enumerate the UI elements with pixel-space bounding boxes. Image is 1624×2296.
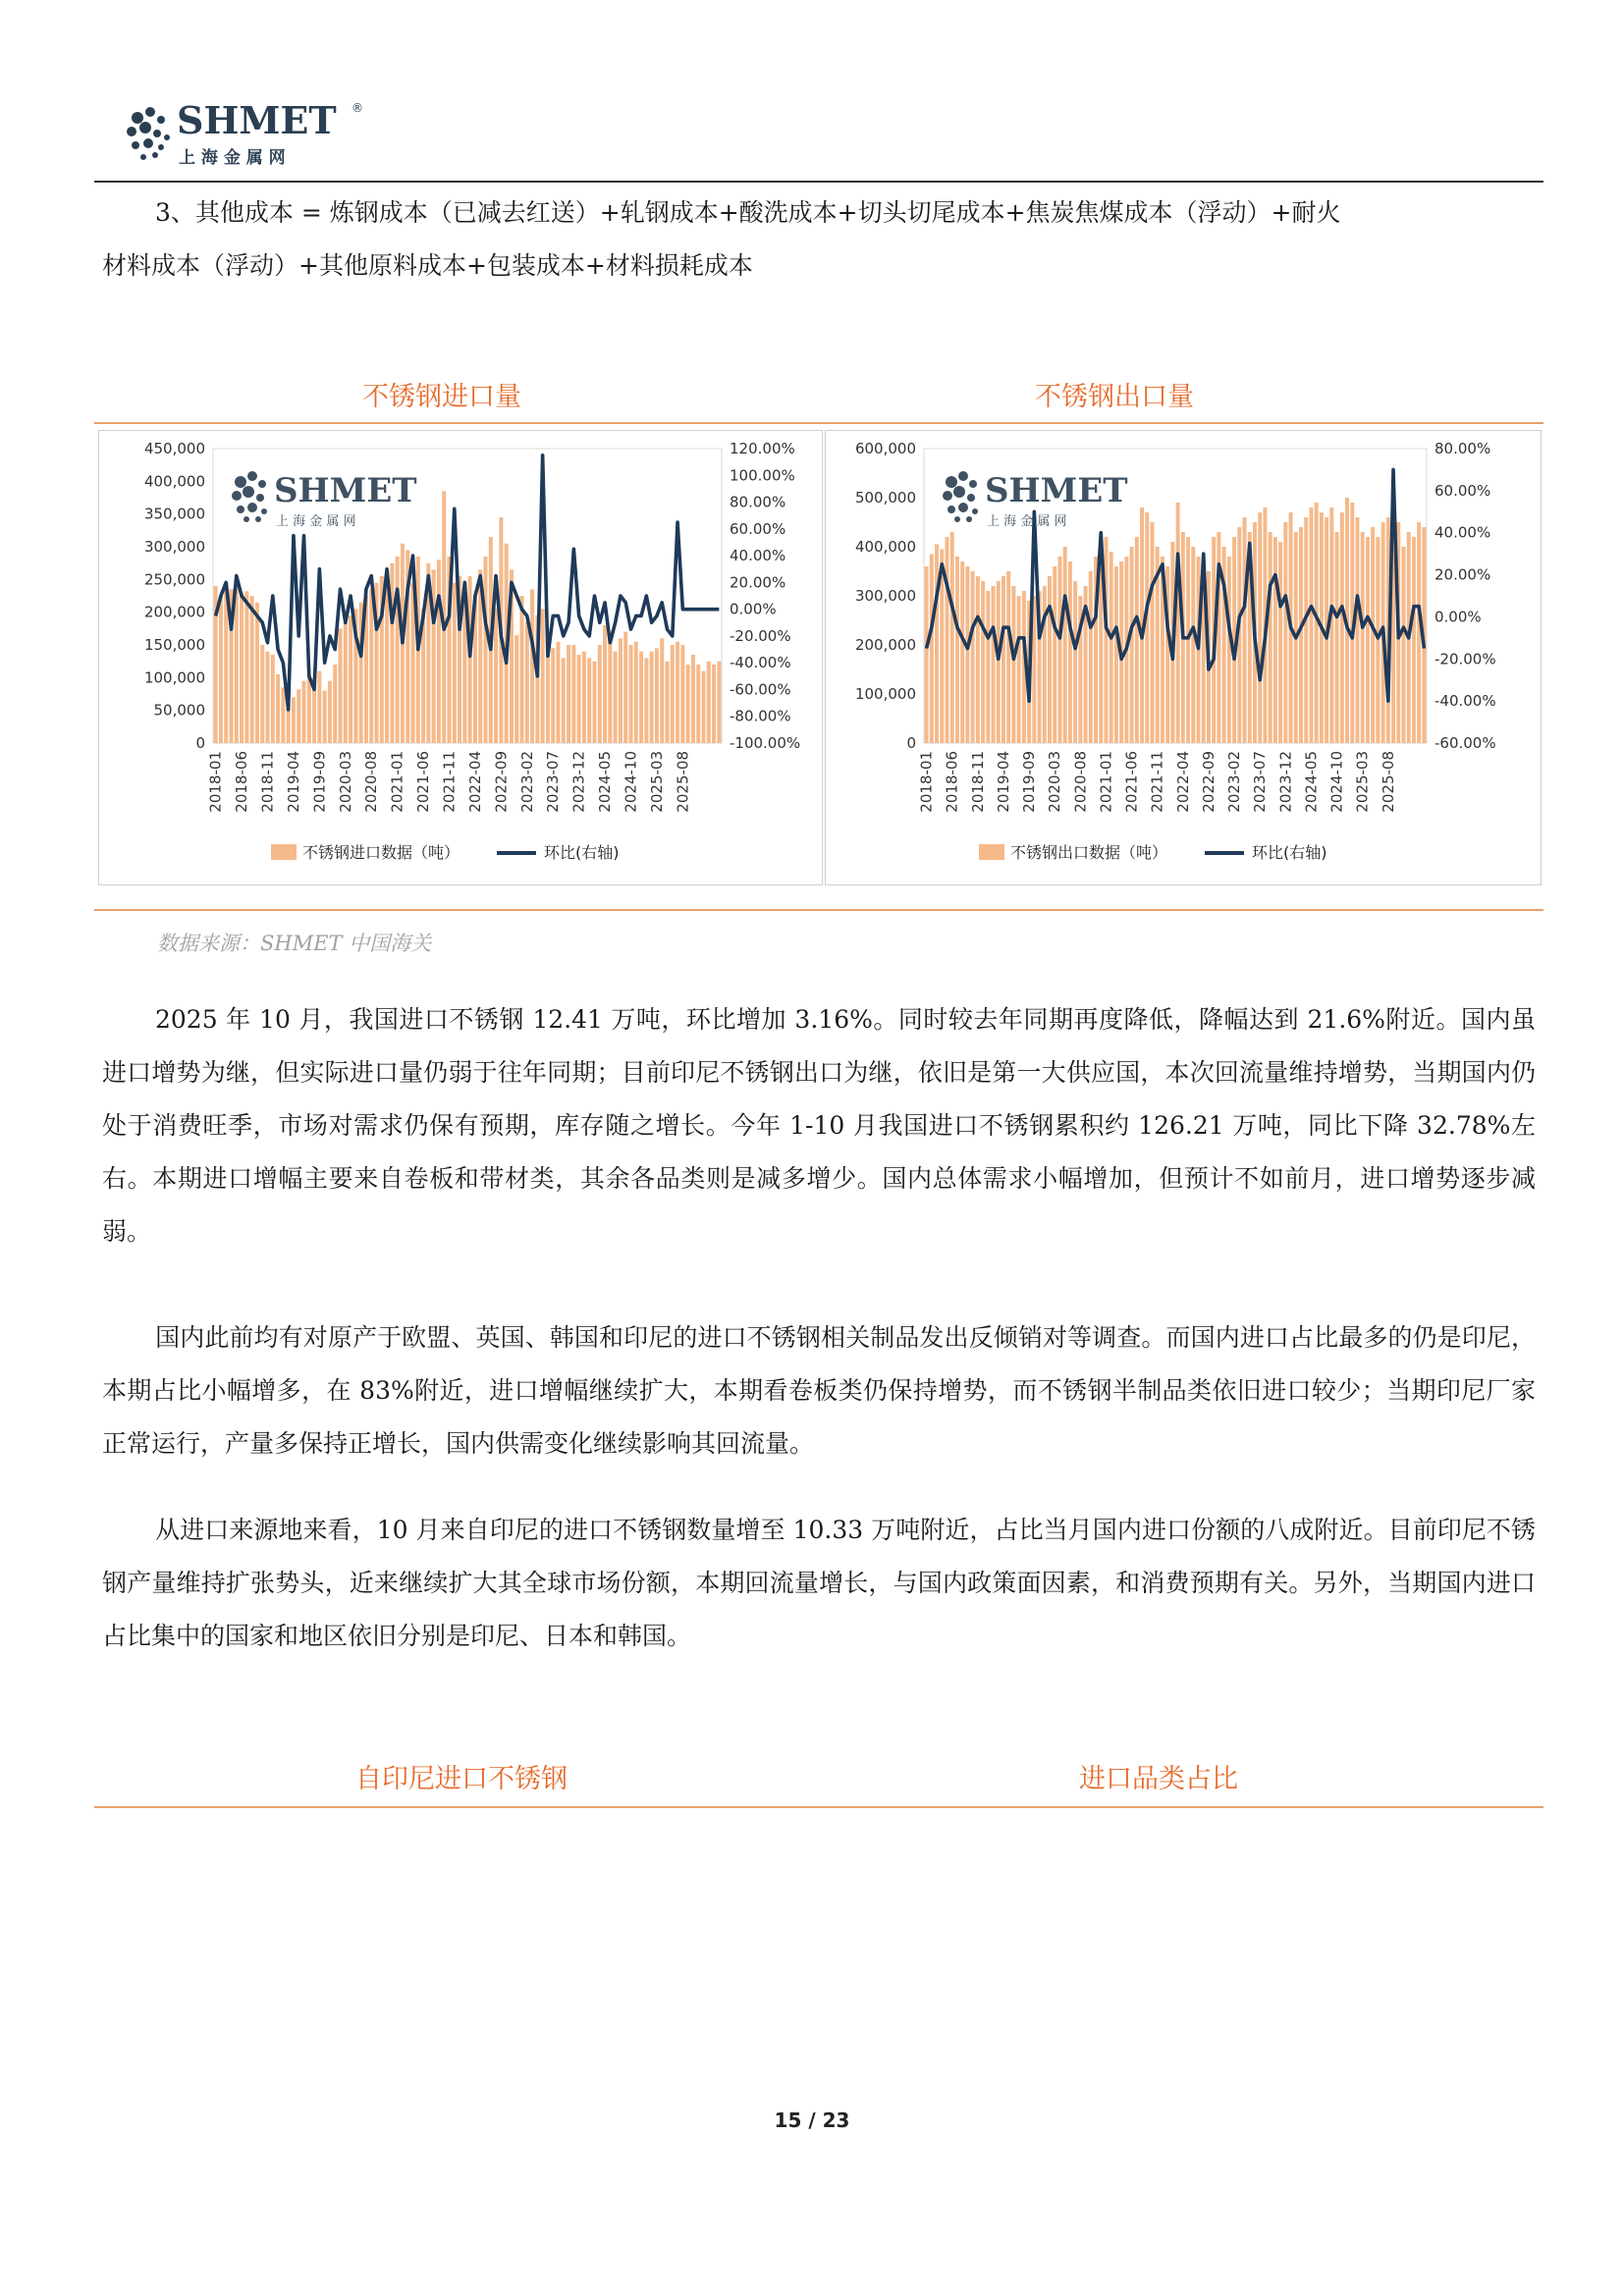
export-bar bbox=[1273, 537, 1277, 743]
export-bar bbox=[1073, 581, 1077, 743]
import-bar bbox=[301, 681, 305, 743]
import-right-tick-label: 0.00% bbox=[730, 600, 777, 618]
indonesia-import-title: 自印尼进口不锈钢 bbox=[355, 1764, 568, 1794]
export-chart bbox=[825, 430, 1542, 885]
shmet-logo bbox=[120, 90, 375, 171]
export-watermark-dot bbox=[958, 503, 968, 512]
import-bar bbox=[541, 609, 545, 743]
logo-subtitle: 上 海 金 属 网 bbox=[179, 148, 286, 168]
export-bar bbox=[1191, 547, 1195, 743]
export-watermark-subtitle: 上 海 金 属 网 bbox=[987, 514, 1067, 529]
export-watermark-dot bbox=[967, 494, 975, 502]
export-bar bbox=[1104, 537, 1108, 743]
export-watermark-dot bbox=[966, 516, 972, 522]
import-x-tick-label: 2025-03 bbox=[647, 751, 666, 813]
charts-bottom-rule bbox=[94, 909, 1543, 911]
import-watermark-dot bbox=[243, 486, 254, 498]
import-bar bbox=[437, 560, 441, 743]
export-watermark-dot bbox=[954, 516, 960, 522]
import-right-tick-label: -40.00% bbox=[730, 654, 791, 672]
import-watermark-subtitle: 上 海 金 属 网 bbox=[276, 514, 356, 529]
export-x-tick-label: 2021-11 bbox=[1148, 751, 1166, 813]
import-bar bbox=[244, 591, 248, 743]
import-bar bbox=[707, 662, 711, 743]
header-divider bbox=[94, 181, 1543, 183]
export-left-tick-label: 500,000 bbox=[854, 489, 916, 507]
import-bar bbox=[519, 596, 523, 743]
import-x-tick-label: 2021-11 bbox=[440, 751, 459, 813]
import-bar bbox=[551, 648, 555, 743]
logo-registered: ® bbox=[352, 101, 363, 115]
export-right-tick-label: -40.00% bbox=[1435, 692, 1496, 711]
export-bar bbox=[1371, 527, 1375, 743]
import-x-tick-label: 2020-08 bbox=[362, 751, 381, 813]
import-bar bbox=[297, 689, 300, 743]
data-source: 数据来源：SHMET 中国海关 bbox=[157, 932, 432, 955]
import-bar bbox=[260, 645, 264, 743]
export-watermark-dot bbox=[953, 486, 965, 498]
import-bar bbox=[650, 652, 654, 743]
export-bar bbox=[1068, 561, 1072, 743]
import-left-tick-label: 200,000 bbox=[143, 603, 205, 621]
export-bar bbox=[1402, 547, 1406, 743]
shmet-logo-mark bbox=[120, 90, 375, 171]
import-x-tick-label: 2023-07 bbox=[544, 751, 563, 813]
import-bar bbox=[619, 638, 623, 743]
export-left-tick-label: 600,000 bbox=[854, 440, 916, 457]
export-bar bbox=[1006, 571, 1010, 743]
export-chart-svg bbox=[826, 431, 1541, 884]
import-bar bbox=[255, 603, 259, 743]
import-bar bbox=[686, 665, 690, 743]
import-x-tick-label: 2018-11 bbox=[258, 751, 277, 813]
export-x-tick-label: 2021-06 bbox=[1122, 751, 1141, 813]
export-bar bbox=[1048, 576, 1052, 743]
import-bar bbox=[671, 645, 675, 743]
import-bar bbox=[453, 583, 457, 743]
export-bar bbox=[1186, 537, 1190, 743]
export-bar bbox=[955, 557, 959, 743]
import-chart bbox=[98, 430, 823, 885]
export-x-tick-label: 2020-03 bbox=[1046, 751, 1064, 813]
export-bar bbox=[997, 581, 1001, 743]
export-bar bbox=[1376, 537, 1380, 743]
export-left-tick-label: 400,000 bbox=[854, 538, 916, 556]
export-bar bbox=[1340, 512, 1344, 743]
export-x-tick-label: 2018-11 bbox=[968, 751, 987, 813]
import-watermark-text: SHMET bbox=[274, 471, 417, 510]
import-watermark-dot bbox=[244, 516, 249, 522]
import-bar bbox=[571, 645, 575, 743]
import-bar bbox=[608, 638, 612, 743]
export-x-tick-label: 2019-04 bbox=[994, 751, 1012, 813]
import-x-tick-label: 2021-06 bbox=[414, 751, 433, 813]
export-x-tick-label: 2018-06 bbox=[943, 751, 961, 813]
charts-top-rule bbox=[94, 422, 1543, 424]
import-bar bbox=[582, 652, 586, 743]
import-bar bbox=[639, 652, 643, 743]
import-bar bbox=[307, 674, 311, 743]
formula-line-2: 材料成本（浮动）+其他原料成本+包装成本+材料损耗成本 bbox=[102, 251, 753, 280]
export-bar bbox=[930, 555, 934, 744]
paragraph-2 bbox=[102, 1311, 1536, 1470]
export-bar bbox=[965, 566, 969, 743]
import-right-tick-label: -60.00% bbox=[730, 680, 791, 699]
export-legend-bar-swatch bbox=[979, 844, 1004, 860]
import-watermark-dot bbox=[247, 503, 257, 512]
import-bar bbox=[369, 589, 373, 743]
export-x-tick-label: 2024-10 bbox=[1327, 751, 1346, 813]
export-bar bbox=[976, 576, 980, 743]
formula-line-1: 3、其他成本 = 炼钢成本（已减去红送）+轧钢成本+酸洗成本+切头切尾成本+焦炭焦煤成本（浮动）+耐火 bbox=[155, 198, 1341, 227]
import-bar bbox=[546, 655, 550, 743]
export-bar bbox=[935, 545, 939, 744]
import-category-share-title: 进口品类占比 bbox=[1079, 1764, 1238, 1794]
export-bar bbox=[1366, 537, 1370, 743]
import-right-tick-label: 60.00% bbox=[730, 519, 786, 538]
import-bar bbox=[680, 645, 684, 743]
import-x-tick-label: 2024-05 bbox=[596, 751, 615, 813]
export-left-tick-label: 0 bbox=[906, 734, 916, 752]
import-right-tick-label: -100.00% bbox=[730, 734, 801, 752]
import-bar bbox=[712, 665, 716, 743]
export-bar bbox=[1355, 517, 1359, 743]
bottom-section-rule bbox=[94, 1806, 1543, 1808]
export-watermark-dot bbox=[943, 491, 952, 501]
import-watermark-dot bbox=[237, 506, 244, 513]
export-left-tick-label: 300,000 bbox=[854, 587, 916, 605]
import-bar bbox=[614, 652, 618, 743]
import-bar bbox=[317, 671, 321, 743]
import-bar bbox=[219, 596, 223, 743]
import-right-tick-label: 20.00% bbox=[730, 573, 786, 592]
paragraph-3-text: 从进口来源地来看，10 月来自印尼的进口不锈钢数量增至 10.33 万吨附近，占比当月国内进口份额的八成附近。目前印尼不锈钢产量维持扩张势头，近来继续扩大其全球市场份额，本期回流量增长，与国内政策面因素，和消费预期有关。另外，当期国内进口占比集中的国家和地区依旧分别是印尼、日本和韩国。 bbox=[102, 1516, 1536, 1650]
import-bar bbox=[567, 645, 570, 743]
import-x-tick-label: 2022-09 bbox=[492, 751, 511, 813]
import-bar bbox=[634, 642, 638, 743]
import-right-tick-label: 120.00% bbox=[730, 440, 795, 457]
export-right-tick-label: -60.00% bbox=[1435, 734, 1496, 752]
import-bar bbox=[292, 697, 296, 743]
import-legend-line-label: 环比(右轴) bbox=[544, 843, 620, 862]
export-x-tick-label: 2023-12 bbox=[1276, 751, 1295, 813]
import-x-tick-label: 2022-04 bbox=[465, 751, 484, 813]
import-watermark-dot bbox=[235, 476, 246, 488]
page-number: 15 / 23 bbox=[774, 2109, 850, 2132]
export-bar bbox=[960, 561, 964, 743]
import-watermark-dot bbox=[232, 491, 242, 501]
export-bar bbox=[1309, 507, 1313, 743]
import-x-tick-label: 2020-03 bbox=[336, 751, 354, 813]
export-bar bbox=[1304, 517, 1308, 743]
export-x-tick-label: 2022-09 bbox=[1199, 751, 1218, 813]
import-bar bbox=[696, 665, 700, 743]
export-watermark-dot bbox=[947, 506, 955, 513]
export-bar bbox=[1258, 512, 1262, 743]
export-bar bbox=[1269, 532, 1272, 743]
import-bar bbox=[676, 642, 679, 743]
import-left-tick-label: 450,000 bbox=[143, 440, 205, 457]
export-watermark-text: SHMET bbox=[985, 471, 1128, 510]
export-bar bbox=[1011, 586, 1015, 743]
export-bar bbox=[971, 571, 975, 743]
export-legend-bar-label: 不锈钢出口数据（吨） bbox=[1010, 843, 1168, 862]
export-bar bbox=[1130, 547, 1134, 743]
page-header bbox=[94, 77, 1543, 185]
export-right-tick-label: 80.00% bbox=[1435, 440, 1491, 457]
export-legend-line-label: 环比(右轴) bbox=[1252, 843, 1327, 862]
export-x-tick-label: 2020-08 bbox=[1071, 751, 1090, 813]
export-left-tick-label: 200,000 bbox=[854, 636, 916, 654]
export-bar bbox=[1135, 537, 1139, 743]
export-bar bbox=[992, 586, 996, 743]
export-bar bbox=[1227, 557, 1231, 743]
export-watermark-dot bbox=[972, 508, 978, 514]
import-bar bbox=[276, 674, 280, 743]
import-bar bbox=[483, 557, 487, 743]
import-bar bbox=[628, 645, 632, 743]
export-watermark-dot bbox=[946, 476, 957, 488]
import-bar bbox=[265, 652, 269, 743]
import-bar bbox=[235, 587, 239, 743]
export-bar bbox=[1057, 557, 1061, 743]
import-left-tick-label: 150,000 bbox=[143, 636, 205, 654]
export-bar bbox=[1043, 586, 1047, 743]
import-bar bbox=[665, 662, 669, 743]
import-bar bbox=[660, 638, 664, 743]
export-bar bbox=[1053, 566, 1056, 743]
export-right-tick-label: 0.00% bbox=[1435, 608, 1482, 626]
import-chart-title: 不锈钢进口量 bbox=[362, 382, 521, 412]
export-x-tick-label: 2024-05 bbox=[1302, 751, 1321, 813]
import-x-tick-label: 2023-02 bbox=[517, 751, 536, 813]
import-bar bbox=[717, 662, 721, 743]
import-bar bbox=[655, 648, 659, 743]
export-x-tick-label: 2022-04 bbox=[1173, 751, 1192, 813]
import-x-tick-label: 2021-01 bbox=[388, 751, 406, 813]
import-right-tick-label: 80.00% bbox=[730, 493, 786, 511]
export-bar bbox=[950, 532, 954, 743]
export-right-tick-label: 60.00% bbox=[1435, 481, 1491, 500]
import-legend-bar-label: 不锈钢进口数据（吨） bbox=[302, 843, 460, 862]
import-bar bbox=[349, 615, 352, 743]
export-bar bbox=[1361, 532, 1365, 743]
import-legend-bar-swatch bbox=[271, 844, 297, 860]
export-x-tick-label: 2025-08 bbox=[1379, 751, 1397, 813]
export-bar bbox=[1017, 596, 1021, 743]
export-bar bbox=[1001, 576, 1005, 743]
import-bar bbox=[592, 662, 596, 743]
export-bar bbox=[1283, 522, 1287, 743]
export-right-tick-label: 20.00% bbox=[1435, 565, 1491, 584]
export-bar bbox=[1151, 522, 1155, 743]
export-bar bbox=[925, 566, 929, 743]
import-left-tick-label: 400,000 bbox=[143, 472, 205, 491]
export-bar bbox=[1063, 547, 1067, 743]
paragraph-1-text: 2025 年 10 月，我国进口不锈钢 12.41 万吨，环比增加 3.16%。同时较去年同期再度降低，降幅达到 21.6%附近。国内虽进口增势为继，但实际进口量仍弱于往年同期；目前印尼不锈钢出口为继，依旧是第一大供应国，本次回流量维持增势，当期国内仍处于消费旺季，市场对需求仍保有预期，库存随之增长。今年 1-10 月我国进口不锈钢累积约 126.21 万吨，同比下降 32.78%左右。本期进口增幅主要来自卷板和带材类，其余各品类则是减多增少。国内总体需求小幅增加，但预计不如前月，进口增势逐步减弱。 bbox=[102, 1005, 1536, 1246]
import-bar bbox=[701, 671, 705, 743]
paragraph-2-text: 国内此前均有对原产于欧盟、英国、韩国和印尼的进口不锈钢相关制品发出反倾销对等调查。而国内进口占比最多的仍是印尼，本期占比小幅增多，在 83%附近，进口增幅继续扩大，本期看卷板类仍保持增势，而不锈钢半制品类依旧进口较少；当期印尼厂家正常运行，产量多保持正增长，国内供需变化继续影响其回流量。 bbox=[102, 1323, 1536, 1458]
import-x-tick-label: 2024-10 bbox=[622, 751, 640, 813]
import-x-tick-label: 2018-01 bbox=[206, 751, 225, 813]
export-right-tick-label: 40.00% bbox=[1435, 523, 1491, 542]
export-x-tick-label: 2018-01 bbox=[917, 751, 936, 813]
export-x-tick-label: 2023-02 bbox=[1225, 751, 1244, 813]
export-x-tick-label: 2025-03 bbox=[1353, 751, 1372, 813]
import-bar bbox=[691, 655, 695, 743]
import-bar bbox=[468, 576, 472, 743]
import-bar bbox=[598, 645, 602, 743]
import-bar bbox=[587, 658, 591, 743]
export-bar bbox=[986, 591, 990, 743]
import-x-tick-label: 2019-09 bbox=[310, 751, 329, 813]
import-right-tick-label: -80.00% bbox=[730, 707, 791, 725]
export-bar bbox=[1176, 503, 1180, 743]
import-bar bbox=[323, 691, 327, 743]
export-bar bbox=[1335, 532, 1339, 743]
import-x-tick-label: 2019-04 bbox=[284, 751, 302, 813]
import-watermark-dot bbox=[261, 508, 267, 514]
export-watermark-dot bbox=[958, 471, 968, 481]
import-left-tick-label: 50,000 bbox=[153, 701, 205, 720]
import-bar bbox=[577, 655, 581, 743]
export-right-tick-label: -20.00% bbox=[1435, 650, 1496, 668]
import-x-tick-label: 2018-06 bbox=[233, 751, 251, 813]
import-bar bbox=[556, 642, 560, 743]
export-left-tick-label: 100,000 bbox=[854, 685, 916, 703]
import-bar bbox=[644, 658, 648, 743]
export-bar bbox=[1145, 512, 1149, 743]
import-bar bbox=[344, 622, 348, 743]
import-bar bbox=[525, 622, 529, 743]
import-left-tick-label: 0 bbox=[195, 734, 205, 752]
export-bar bbox=[981, 581, 985, 743]
export-x-tick-label: 2019-09 bbox=[1020, 751, 1039, 813]
export-bar bbox=[1412, 537, 1416, 743]
import-x-tick-label: 2023-12 bbox=[569, 751, 588, 813]
import-left-tick-label: 350,000 bbox=[143, 505, 205, 523]
import-bar bbox=[281, 687, 285, 743]
export-bar bbox=[1114, 566, 1118, 743]
export-chart-title: 不锈钢出口量 bbox=[1035, 382, 1194, 412]
import-bar bbox=[271, 655, 275, 743]
import-right-tick-label: 40.00% bbox=[730, 547, 786, 565]
import-watermark-dot bbox=[258, 480, 266, 488]
import-bar bbox=[396, 557, 400, 743]
export-bar bbox=[1299, 527, 1303, 743]
import-bar bbox=[338, 628, 342, 743]
export-bar bbox=[1417, 522, 1421, 743]
export-bar bbox=[1278, 542, 1282, 743]
formula-paragraph bbox=[102, 187, 1536, 293]
export-bar bbox=[1089, 571, 1093, 743]
import-bar bbox=[328, 681, 332, 743]
export-watermark-dot bbox=[969, 480, 977, 488]
import-bar bbox=[623, 632, 627, 743]
import-watermark-dot bbox=[256, 494, 264, 502]
export-x-tick-label: 2023-07 bbox=[1251, 751, 1270, 813]
import-bar bbox=[530, 589, 534, 743]
import-bar bbox=[494, 609, 498, 743]
import-bar bbox=[333, 665, 337, 743]
import-right-tick-label: -20.00% bbox=[730, 626, 791, 645]
import-bar bbox=[562, 658, 566, 743]
import-bar bbox=[514, 635, 518, 743]
import-left-tick-label: 250,000 bbox=[143, 570, 205, 589]
import-chart-svg bbox=[99, 431, 822, 884]
import-left-tick-label: 300,000 bbox=[143, 538, 205, 556]
import-bar bbox=[250, 596, 254, 743]
export-bar bbox=[1110, 552, 1113, 743]
logo-text: SHMET bbox=[177, 98, 337, 142]
export-bar bbox=[946, 537, 949, 743]
import-right-tick-label: 100.00% bbox=[730, 466, 795, 485]
export-bar bbox=[1243, 517, 1247, 743]
paragraph-3 bbox=[102, 1504, 1536, 1663]
import-bar bbox=[603, 625, 607, 743]
import-watermark-dot bbox=[247, 471, 257, 481]
import-watermark-dot bbox=[255, 516, 261, 522]
export-x-tick-label: 2021-01 bbox=[1097, 751, 1115, 813]
import-x-tick-label: 2025-08 bbox=[674, 751, 692, 813]
import-left-tick-label: 100,000 bbox=[143, 668, 205, 687]
paragraph-1 bbox=[102, 993, 1536, 1258]
import-bar bbox=[240, 593, 244, 743]
